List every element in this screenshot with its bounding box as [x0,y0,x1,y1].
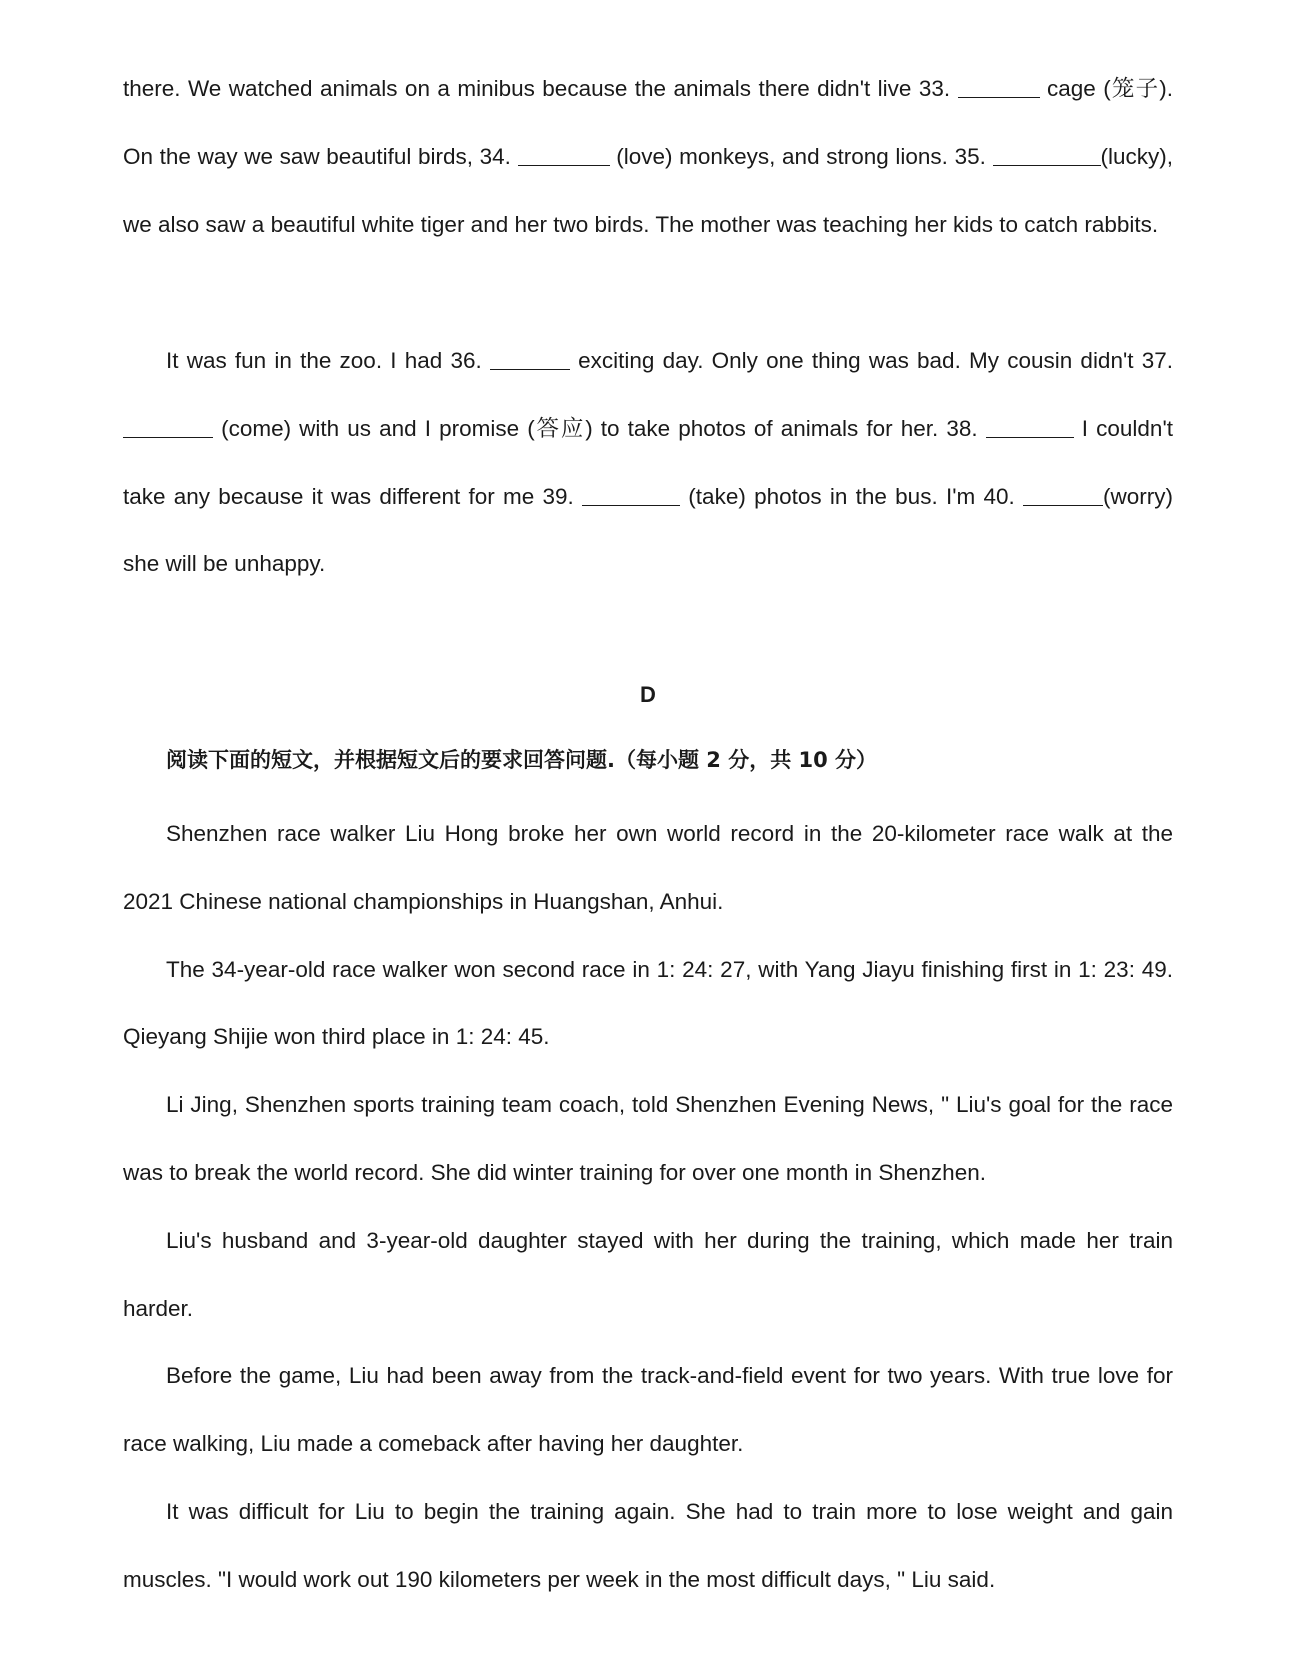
passage-paragraph: It was difficult for Liu to begin the training again. She had to train more to lose weight and gain muscles. "I would work out 190 kilometers per week in the most difficult days, " Liu said. [123,1498,1173,1592]
blank-36 [490,347,570,370]
blank-39 [582,483,680,506]
cloze-text: It was fun in the zoo. I had 36. [166,348,490,373]
cloze-text: (love) monkeys, and strong lions. 35. [609,143,993,169]
blank-35 [993,143,1101,166]
passage-paragraph: Li Jing, Shenzhen sports training team coach, told Shenzhen Evening News, " Liu's goal for the race was to break the world record. She did winter training for over one month in Shenzhen. [123,1092,1173,1185]
cloze-paragraph-2 [123,327,1173,598]
section-instruction: 阅读下面的短文，并根据短文后的要求回答问题.（每小题 2 分，共 10 分） [166,748,878,772]
cloze-text: (come) with us and I promise (答应) to take photos of animals for her. 38. [213,415,986,441]
cloze-text: I couldn't take any because it was different for me 39. [123,415,1173,509]
cloze-paragraph-1 [123,55,1173,258]
reading-passage [123,800,1173,1614]
blank-40 [1023,483,1103,506]
cloze-text: exciting day. Only one thing was bad. My cousin didn't 37. [569,348,1173,373]
document-page [123,0,1173,1666]
passage-paragraph: The 34-year-old race walker won second race in 1: 24: 27, with Yang Jiayu finishing first in 1: 23: 49. Qieyang Shijie won third place in 1: 24: 45. [123,956,1173,1050]
passage-paragraph: Liu's husband and 3-year-old daughter stayed with her during the training, which made her train harder. [123,1227,1173,1321]
section-heading: D [640,682,656,707]
cloze-text: cage (笼子). On the way we saw beautiful birds, 34. [123,76,1173,169]
blank-38 [986,415,1074,438]
cloze-text: there. We watched animals on a minibus because the animals there didn't live 33. [123,76,958,101]
passage-paragraph: Before the game, Liu had been away from the track-and-field event for two years. With true love for race walking, Liu made a comeback after having her daughter. [123,1363,1173,1457]
cloze-text: (lucky), we also saw a beautiful white tiger and her two birds. The mother was teaching her kids to catch rabbits. [123,143,1173,237]
cloze-text: (take) photos in the bus. I'm 40. [680,483,1024,509]
passage-paragraph: Shenzhen race walker Liu Hong broke her own world record in the 20-kilometer race walk at the 2021 Chinese national championships in Huangshan, Anhui. [123,821,1173,914]
cloze-text: (worry) she will be unhappy. [123,483,1173,577]
blank-37 [123,415,213,438]
blank-34 [518,143,610,166]
blank-33 [958,75,1040,98]
